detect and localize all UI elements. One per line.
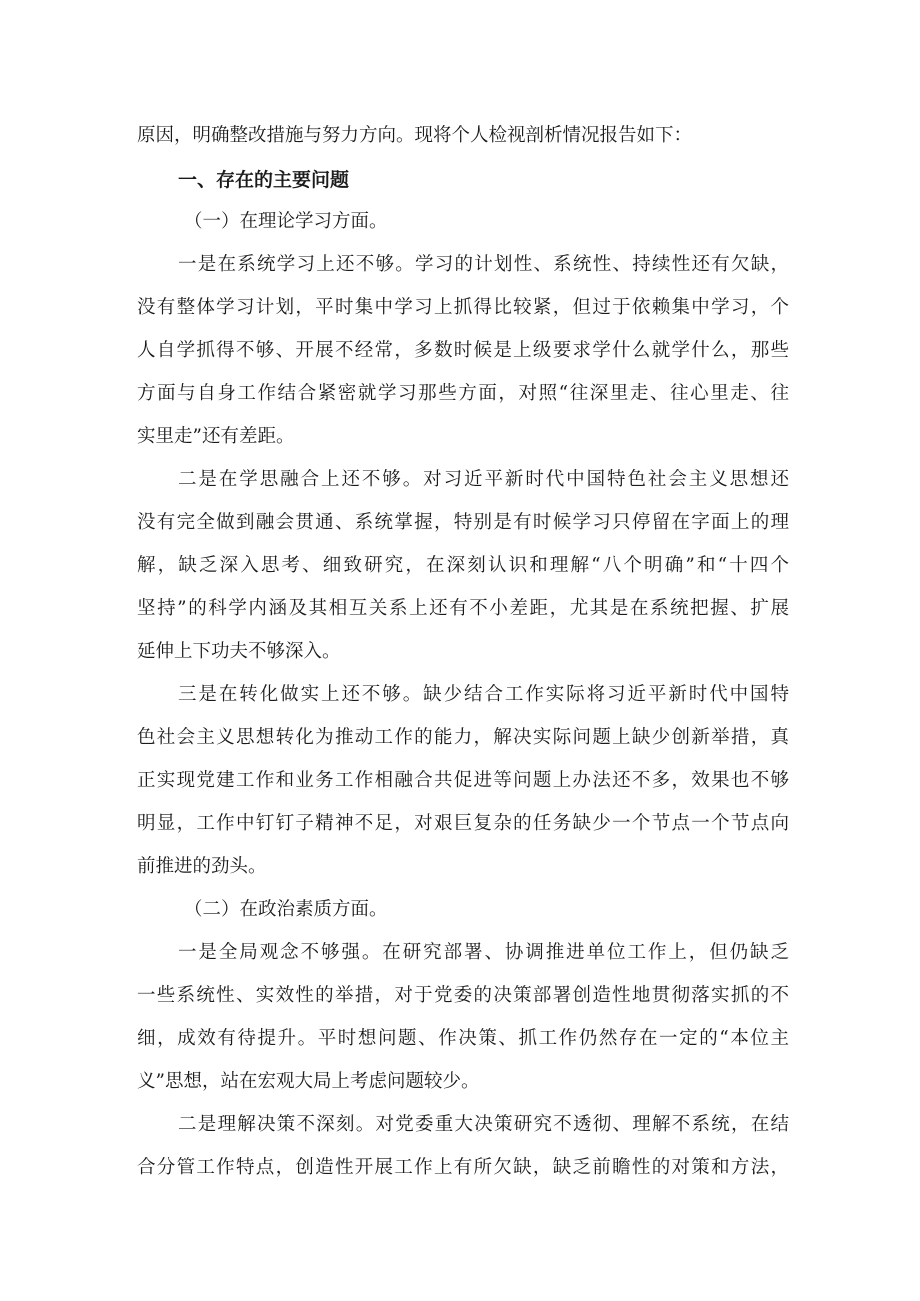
paragraph-line: 二是在学思融合上还不够。对习近平新时代中国特色社会主义思想还: [178, 469, 789, 490]
paragraph-line: 色社会主义思想转化为推动工作的能力，解决实际问题上缺少创新举措，真: [137, 727, 789, 748]
paragraph-line: 延伸上下功夫不够深入。: [137, 641, 341, 662]
paragraph-line: 解，缺乏深入思考、细致研究，在深刻认识和理解“八个明确”和“十四个: [137, 555, 789, 576]
paragraph-line: 一是在系统学习上还不够。学习的计划性、系统性、持续性还有欠缺，: [178, 254, 789, 275]
paragraph-line: 一是全局观念不够强。在研究部署、协调推进单位工作上，但仍缺乏: [178, 942, 789, 963]
paragraph-line: 人自学抓得不够、开展不经常，多数时候是上级要求学什么就学什么，那些: [137, 340, 789, 361]
paragraph-line: 义”思想，站在宏观大局上考虑问题较少。: [137, 1071, 480, 1092]
paragraph-line: 坚持”的科学内涵及其相互关系上还有不小差距，尤其是在系统把握、扩展: [137, 598, 789, 619]
paragraph-line: 合分管工作特点，创造性开展工作上有所欠缺，缺乏前瞻性的对策和方法，: [137, 1157, 789, 1178]
paragraph-line: 原因，明确整改措施与努力方向。现将个人检视剖析情况报告如下：: [137, 125, 693, 146]
paragraph-line: 没有整体学习计划，平时集中学习上抓得比较紧，但过于依赖集中学习，个: [137, 297, 789, 318]
paragraph-line: 二是理解决策不深刻。对党委重大决策研究不透彻、理解不系统，在结: [178, 1114, 789, 1135]
paragraph-line: 明显，工作中钉钉子精神不足，对艰巨复杂的任务缺少一个节点一个节点向: [137, 813, 789, 834]
subsection-heading: （一）在理论学习方面。: [184, 211, 388, 232]
paragraph-line: 没有完全做到融会贯通、系统掌握，特别是有时候学习只停留在字面上的理: [137, 512, 789, 533]
paragraph-line: 正实现党建工作和业务工作相融合共促进等问题上办法还不多，效果也不够: [137, 770, 789, 791]
paragraph-line: 实里走”还有差距。: [137, 426, 295, 447]
paragraph-line: 细，成效有待提升。平时想问题、作决策、抓工作仍然存在一定的“本位主: [137, 1028, 789, 1049]
paragraph-line: 方面与自身工作结合紧密就学习那些方面，对照“往深里走、往心里走、往: [137, 383, 789, 404]
paragraph-line: 一些系统性、实效性的举措，对于党委的决策部署创造性地贯彻落实抓的不: [137, 985, 789, 1006]
section-heading: 一、存在的主要问题: [178, 169, 350, 191]
paragraph-line: 前推进的劲头。: [137, 856, 267, 877]
paragraph-line: 三是在转化做实上还不够。缺少结合工作实际将习近平新时代中国特: [178, 684, 789, 705]
subsection-heading: （二）在政治素质方面。: [184, 899, 388, 920]
